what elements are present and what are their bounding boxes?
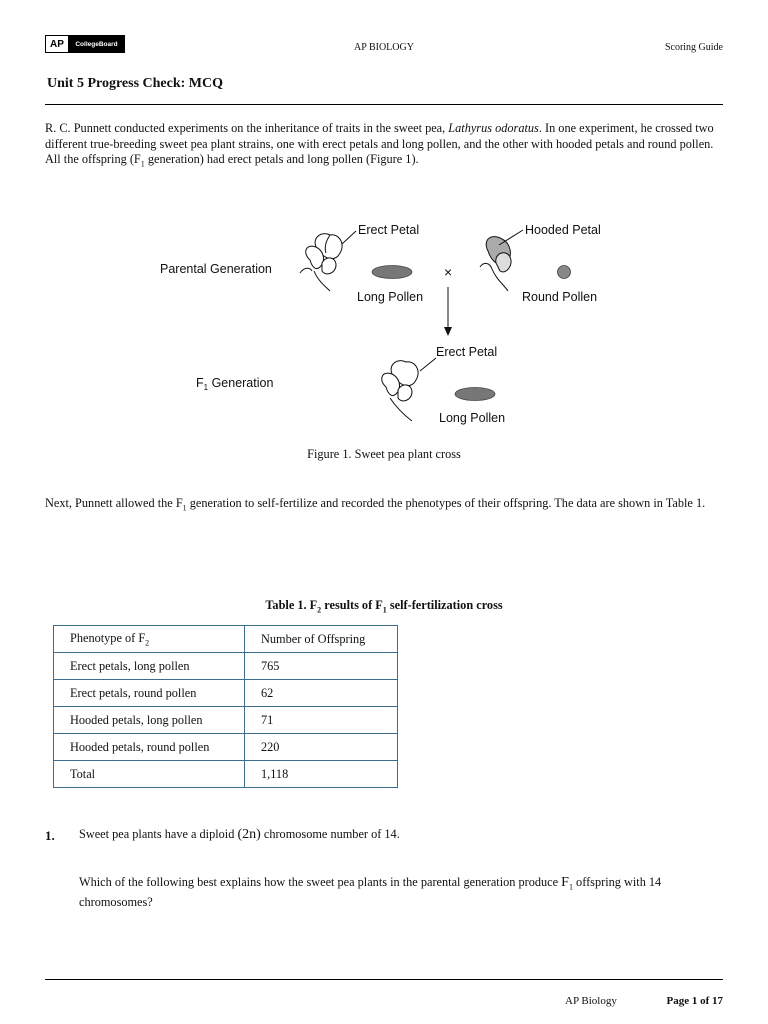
intro-text-c: generation) had erect petals and long pollen (Figure 1). bbox=[144, 152, 419, 166]
next-text-a: Next, Punnett allowed the bbox=[45, 496, 176, 510]
intro-f: F bbox=[133, 152, 141, 166]
next-paragraph bbox=[45, 496, 725, 516]
footer-divider bbox=[45, 979, 723, 980]
intro-text-b: . In one experiment, he crossed two different true-breeding sweet pea plant strains, one with erect petals and long pollen, and the other with hooded petals and round pollen. All the offspring ( bbox=[45, 121, 714, 166]
next-f-sub: 1 bbox=[182, 503, 187, 513]
header-phenotype: Phenotype of $F_2$ bbox=[54, 626, 245, 653]
long-pollen-label-f1: Long Pollen bbox=[439, 411, 506, 425]
long-pollen-icon bbox=[372, 266, 412, 279]
erect-petal-pointer bbox=[342, 231, 356, 244]
erect-petal-label-f1: Erect Petal bbox=[436, 345, 498, 359]
intro-paragraph bbox=[45, 121, 725, 172]
table-row bbox=[54, 707, 398, 734]
table-row bbox=[54, 653, 398, 680]
footer-page-number: Page 1 of 17 bbox=[666, 995, 723, 1007]
table-total-row bbox=[54, 761, 398, 788]
next-f: F bbox=[175, 496, 183, 510]
table-title: Table 1. $F_2$ results of $F_1$ self-fertilization cross bbox=[265, 598, 503, 615]
f1-generation-label: $F_1$ Generation bbox=[196, 376, 274, 392]
hooded-petal-pointer bbox=[499, 230, 523, 245]
erect-flower-f1-icon bbox=[382, 361, 418, 421]
header-subject: AP BIOLOGY bbox=[354, 42, 414, 53]
count-cell: 220 bbox=[245, 734, 398, 761]
logo-collegeboard: CollegeBoard bbox=[69, 36, 124, 52]
header-scoring-guide: Scoring Guide bbox=[664, 42, 723, 53]
species-name: Lathyrus odoratus bbox=[448, 121, 539, 135]
erect-flower-icon bbox=[300, 234, 342, 291]
phenotype-cell: Hooded petals, round pollen bbox=[54, 734, 245, 761]
question-prompt: Which of the following best explains how the sweet pea plants in the parental generation produce $F_1$ offspring with 14 chromosomes? bbox=[79, 875, 662, 909]
phenotype-cell: Total bbox=[54, 761, 245, 788]
intro-f-sub: 1 bbox=[140, 159, 145, 169]
count-cell: 1,118 bbox=[245, 761, 398, 788]
question-premise: Sweet pea plants have a diploid (2n) chromosome number of 14. bbox=[79, 827, 400, 842]
table-header-row bbox=[54, 626, 398, 653]
table-row bbox=[54, 734, 398, 761]
cross-figure bbox=[150, 205, 620, 430]
table-row bbox=[54, 680, 398, 707]
phenotype-cell: Erect petals, round pollen bbox=[54, 680, 245, 707]
f2-results-table bbox=[53, 625, 398, 788]
count-cell: 71 bbox=[245, 707, 398, 734]
count-cell: 62 bbox=[245, 680, 398, 707]
footer-subject: AP Biology bbox=[565, 995, 617, 1007]
intro-text-a: R. C. Punnett conducted experiments on the inheritance of traits in the sweet pea, bbox=[45, 121, 449, 135]
title-divider bbox=[45, 104, 723, 105]
parental-generation-label: Parental Generation bbox=[160, 262, 272, 276]
header-count: Number of Offspring bbox=[245, 626, 398, 653]
hooded-petal-label: Hooded Petal bbox=[525, 223, 601, 237]
erect-petal-f1-pointer bbox=[420, 358, 436, 371]
long-pollen-label-top: Long Pollen bbox=[357, 290, 424, 304]
erect-petal-label-top: Erect Petal bbox=[358, 223, 420, 237]
cross-symbol: × bbox=[444, 264, 453, 280]
question-number: 1. bbox=[45, 828, 55, 843]
long-pollen-f1-icon bbox=[455, 388, 495, 401]
round-pollen-label: Round Pollen bbox=[522, 290, 598, 304]
figure-caption: Figure 1. Sweet pea plant cross bbox=[307, 447, 461, 461]
hooded-flower-icon bbox=[480, 237, 511, 291]
next-text-b: generation to self-fertilize and recorded the phenotypes of their offspring. The data are shown in Table 1. bbox=[186, 496, 706, 510]
page-title: Unit 5 Progress Check: MCQ bbox=[47, 76, 224, 91]
logo-ap: AP bbox=[46, 36, 69, 52]
phenotype-cell: Erect petals, long pollen bbox=[54, 653, 245, 680]
round-pollen-icon bbox=[558, 266, 571, 279]
count-cell: 765 bbox=[245, 653, 398, 680]
phenotype-cell: Hooded petals, long pollen bbox=[54, 707, 245, 734]
cross-arrow-head bbox=[444, 327, 452, 336]
